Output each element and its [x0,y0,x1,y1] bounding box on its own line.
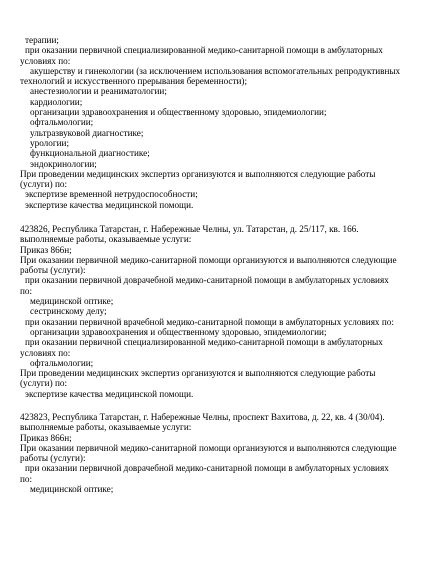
text-line: работы (услуги): [20,265,86,276]
text-line: экспертизе временной нетрудоспособности; [25,189,198,200]
text-line: При проведении медицинских экспертиз организуются и выполняются следующие работы [20,168,376,179]
text-line: урологии; [30,137,69,148]
text-line: медицинской оптике; [30,296,114,307]
address-line: 423826, Республика Татарстан, г. Набережные Челны, ул. Татарстан, д. 25/117, кв. 166. [20,224,359,234]
text-line: При оказании первичной медико-санитарной помощи организуются и выполняются следующие [20,254,397,265]
text-line: (услуги) по: [20,179,68,190]
text-line: при оказании первичной врачебной медико-санитарной помощи в амбулаторных условиях по: [25,316,394,327]
text-line: экспертизе качества медицинской помощи. [25,199,194,210]
text-line: сестринскому делу; [30,306,107,317]
text-line: выполняемые работы, оказываемые услуги: [20,234,192,245]
text-line: при оказании первичной доврачебной медико-санитарной помощи в амбулаторных условиях [25,463,389,474]
text-line: акушерству и гинекологии (за исключением использования вспомогательных репродуктивных [30,65,401,76]
text-line: эндокринологии; [30,158,97,169]
text-line: офтальмологии; [30,117,94,128]
text-line: ультразвуковой диагностике; [30,127,144,138]
text-line: выполняемые работы, оказываемые услуги: [20,422,192,433]
text-line: организации здравоохранения и общественному здоровью, эпидемиологии; [30,107,327,118]
text-line: При проведении медицинских экспертиз организуются и выполняются следующие работы [20,368,376,379]
services-block-2 [20,224,412,399]
text-line: при оказании первичной специализированной медико-санитарной помощи в амбулаторных [25,45,383,56]
text-line: по: [20,473,33,484]
text-line: кардиологии; [30,96,83,107]
text-line: условиях по: [20,347,71,358]
text-line: при оказании первичной доврачебной медико-санитарной помощи в амбулаторных условиях [25,275,389,286]
text-line: анестезиологии и реаниматологии; [30,86,167,97]
text-line: медицинской оптике; [30,484,114,495]
address-line: 423823, Республика Татарстан, г. Набережные Челны, проспект Вахитова, д. 22, кв. 4 (30/04). [20,412,385,422]
text-line: При оказании первичной медико-санитарной помощи организуются и выполняются следующие [20,442,397,453]
text-line: офтальмологии; [30,357,94,368]
text-line: Приказ 866н; [20,244,72,255]
text-line: (услуги) по: [20,378,68,389]
services-block-1 [20,35,412,210]
text-line: при оказании первичной специализированной медико-санитарной помощи в амбулаторных [25,337,383,348]
text-line: организации здравоохранения и общественному здоровью, эпидемиологии; [30,326,327,337]
text-line: работы (услуги): [20,453,86,464]
text-line: Приказ 866н; [20,432,72,443]
services-block-3 [20,412,412,494]
text-line: функциональной диагностике; [30,148,150,159]
text-line: экспертизе качества медицинской помощи. [25,388,194,399]
text-line: условиях по: [20,55,71,66]
text-line: технологий и искусственного прерывания беременности); [20,76,248,87]
text-line: терапии; [25,35,59,45]
text-line: по: [20,285,33,296]
